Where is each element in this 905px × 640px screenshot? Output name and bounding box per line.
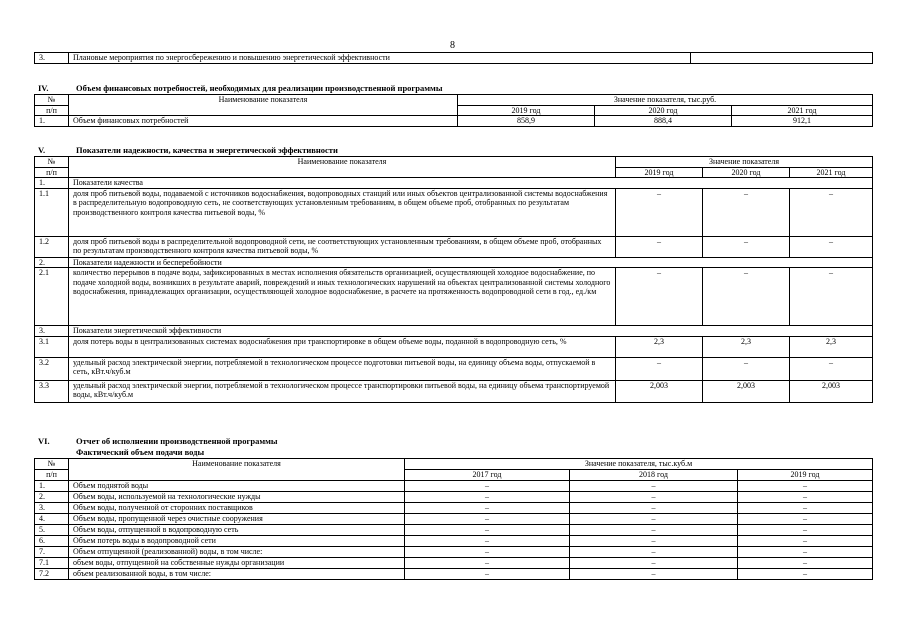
row-number: 3. xyxy=(35,502,69,513)
row-value: 2,3 xyxy=(790,336,873,357)
row-number: 7.1 xyxy=(35,557,69,568)
value-header: Значение показателя, тыс.руб. xyxy=(458,95,873,106)
row-value: – xyxy=(405,491,570,502)
number-subheader: п/п xyxy=(35,167,69,178)
row-name: Объем воды, пропущенной через очистные сооружения xyxy=(69,513,405,524)
row-value: – xyxy=(738,568,873,579)
page-number: 8 xyxy=(450,40,455,51)
table-row xyxy=(35,357,873,380)
name-header: Наименование показателя xyxy=(69,157,616,178)
row-value: – xyxy=(570,524,738,535)
row-number: 2. xyxy=(35,257,69,268)
row-number: 7. xyxy=(35,546,69,557)
row-name: Объем потерь воды в водопроводной сети xyxy=(69,535,405,546)
section6-subtitle: Фактический объем подачи воды xyxy=(76,447,205,457)
table-row xyxy=(35,257,873,268)
row-value: 888,4 xyxy=(595,116,732,127)
name-header: Наименование показателя xyxy=(69,459,405,481)
row-value: 2,3 xyxy=(616,336,703,357)
row-value: – xyxy=(616,268,703,326)
row-value: – xyxy=(405,557,570,568)
row-number: 7.2 xyxy=(35,568,69,579)
row-number: 3.3 xyxy=(35,380,69,402)
row-number: 1. xyxy=(35,178,69,189)
section4-table xyxy=(34,94,873,127)
row-value: – xyxy=(790,188,873,236)
year-header: 2019 год xyxy=(458,105,595,116)
row-value: – xyxy=(570,557,738,568)
row-value: – xyxy=(703,188,790,236)
table-row xyxy=(35,568,873,579)
row-value xyxy=(691,53,873,64)
row-value: 2,003 xyxy=(703,380,790,402)
row-value: – xyxy=(405,568,570,579)
row-value: – xyxy=(570,535,738,546)
row-value: – xyxy=(616,236,703,257)
row-value: – xyxy=(738,513,873,524)
number-header: № xyxy=(35,157,69,168)
row-name: Плановые мероприятия по энергосбережению и повышению энергетической эффективности xyxy=(69,53,691,64)
row-value: – xyxy=(738,480,873,491)
number-header: № xyxy=(35,459,69,470)
row-name: Объем воды, отпущенной в водопроводную сеть xyxy=(69,524,405,535)
row-value: – xyxy=(570,568,738,579)
row-name: объем реализованной воды, в том числе: xyxy=(69,568,405,579)
row-number: 3. xyxy=(35,326,69,337)
table-row xyxy=(35,535,873,546)
row-name: Объем отпущенной (реализованной) воды, в том числе: xyxy=(69,546,405,557)
row-name: доля проб питьевой воды, подаваемой с источников водоснабжения, водопроводных станций или иных объектов централизованной системы водоснабжения в распределительную водопроводную сеть, не соответствующих установленным требованиям, в общем объеме проб, отобранных по результатам производственного контроля качества питьевой воды, % xyxy=(69,188,616,236)
section5-table xyxy=(34,156,873,403)
year-header: 2021 год xyxy=(790,167,873,178)
row-name: Показатели качества xyxy=(69,178,873,189)
table-row xyxy=(35,188,873,236)
row-name: доля потерь воды в централизованных системах водоснабжения при транспортировке в общем объеме воды, поданной в водопроводную сеть, % xyxy=(69,336,616,357)
table-row xyxy=(35,236,873,257)
year-header: 2020 год xyxy=(595,105,732,116)
row-value: – xyxy=(738,524,873,535)
table-row xyxy=(35,480,873,491)
row-value: – xyxy=(616,357,703,380)
number-subheader: п/п xyxy=(35,105,69,116)
row-name: удельный расход электрической энергии, потребляемой в технологическом процессе подготовки питьевой воды, на единицу объема воды, отпускаемой в сеть, кВт.ч/куб.м xyxy=(69,357,616,380)
row-number: 1.1 xyxy=(35,188,69,236)
table-row xyxy=(35,491,873,502)
row-value: 912,1 xyxy=(732,116,873,127)
row-value: – xyxy=(570,491,738,502)
row-value: – xyxy=(405,546,570,557)
row-value: – xyxy=(790,236,873,257)
table-row xyxy=(35,502,873,513)
number-subheader: п/п xyxy=(35,469,69,480)
row-number: 3.2 xyxy=(35,357,69,380)
row-value: – xyxy=(790,357,873,380)
row-name: Объем воды, полученной от сторонних поставщиков xyxy=(69,502,405,513)
row-number: 2.1 xyxy=(35,268,69,326)
value-header: Значение показателя, тыс.куб.м xyxy=(405,459,873,470)
section4-numeral: IV. xyxy=(38,83,49,93)
row-value: – xyxy=(616,188,703,236)
name-header: Наименование показателя xyxy=(69,95,458,116)
table-row xyxy=(35,380,873,402)
row-value: – xyxy=(703,357,790,380)
row-number: 3.1 xyxy=(35,336,69,357)
table-row xyxy=(35,513,873,524)
row-value: – xyxy=(405,502,570,513)
section5-numeral: V. xyxy=(38,145,46,155)
section6-title: Отчет об исполнении производственной программы xyxy=(76,436,278,446)
row-name: доля проб питьевой воды в распределительной водопроводной сети, не соответствующих установленным требованиям, в общем объеме проб, отобранных по результатам производственного контроля качества питьевой воды, % xyxy=(69,236,616,257)
row-value: – xyxy=(738,535,873,546)
year-header: 2019 год xyxy=(738,469,873,480)
row-value: – xyxy=(405,513,570,524)
row-value: – xyxy=(570,480,738,491)
row-number: 6. xyxy=(35,535,69,546)
row-number: 1. xyxy=(35,116,69,127)
row-value: – xyxy=(570,513,738,524)
row-number: 3. xyxy=(35,53,69,64)
row-number: 1. xyxy=(35,480,69,491)
row-value: 2,003 xyxy=(790,380,873,402)
table-row xyxy=(35,557,873,568)
row-value: – xyxy=(703,268,790,326)
row-value: – xyxy=(738,491,873,502)
section6-table xyxy=(34,458,873,580)
row-name: Объем поднятой воды xyxy=(69,480,405,491)
row-value: 2,3 xyxy=(703,336,790,357)
table-row xyxy=(35,178,873,189)
table-row xyxy=(35,326,873,337)
value-header: Значение показателя xyxy=(616,157,873,168)
row-number: 1.2 xyxy=(35,236,69,257)
row-value: – xyxy=(570,546,738,557)
row-name: объем воды, отпущенной на собственные нужды организации xyxy=(69,557,405,568)
table-row xyxy=(35,268,873,326)
year-header: 2017 год xyxy=(405,469,570,480)
table-row xyxy=(35,336,873,357)
section5-title: Показатели надежности, качества и энергетической эффективности xyxy=(76,145,338,155)
row-value: – xyxy=(790,268,873,326)
row-name: Объем воды, используемой на технологические нужды xyxy=(69,491,405,502)
row-value: – xyxy=(570,502,738,513)
row-number: 5. xyxy=(35,524,69,535)
year-header: 2019 год xyxy=(616,167,703,178)
row-value: – xyxy=(738,546,873,557)
number-header: № xyxy=(35,95,69,106)
table-row xyxy=(35,116,873,127)
year-header: 2018 год xyxy=(570,469,738,480)
row-value: – xyxy=(405,480,570,491)
row-value: – xyxy=(405,535,570,546)
row-number: 4. xyxy=(35,513,69,524)
year-header: 2020 год xyxy=(703,167,790,178)
row-name: Объем финансовых потребностей xyxy=(69,116,458,127)
table-row xyxy=(35,546,873,557)
row-name: Показатели надежности и бесперебойности xyxy=(69,257,873,268)
top-row-table xyxy=(34,52,873,64)
row-name: количество перерывов в подаче воды, зафиксированных в местах исполнения обязательств организацией, осуществляющей холодное водоснабжение, по подаче холодной воды, возникших в результате аварий, повреждений и иных технологических нарушений на объектах централизованной системы холодного водоснабжения, принадлежащих организации, осуществляющей холодное водоснабжение, в расчете на протяженность водопроводной сети в год., ед./км xyxy=(69,268,616,326)
row-value: – xyxy=(738,502,873,513)
table-row xyxy=(35,524,873,535)
row-value: – xyxy=(405,524,570,535)
year-header: 2021 год xyxy=(732,105,873,116)
row-value: 858,9 xyxy=(458,116,595,127)
section6-numeral: VI. xyxy=(38,436,50,446)
row-name: Показатели энергетической эффективности xyxy=(69,326,873,337)
section4-title: Объем финансовых потребностей, необходимых для реализации производственной программы xyxy=(76,83,443,93)
row-name: удельный расход электрической энергии, потребляемой в технологическом процессе транспортировки питьевой воды, на единицу объема транспортируемой воды, кВт.ч/куб.м xyxy=(69,380,616,402)
row-number: 2. xyxy=(35,491,69,502)
row-value: – xyxy=(738,557,873,568)
row-value: 2,003 xyxy=(616,380,703,402)
row-value: – xyxy=(703,236,790,257)
